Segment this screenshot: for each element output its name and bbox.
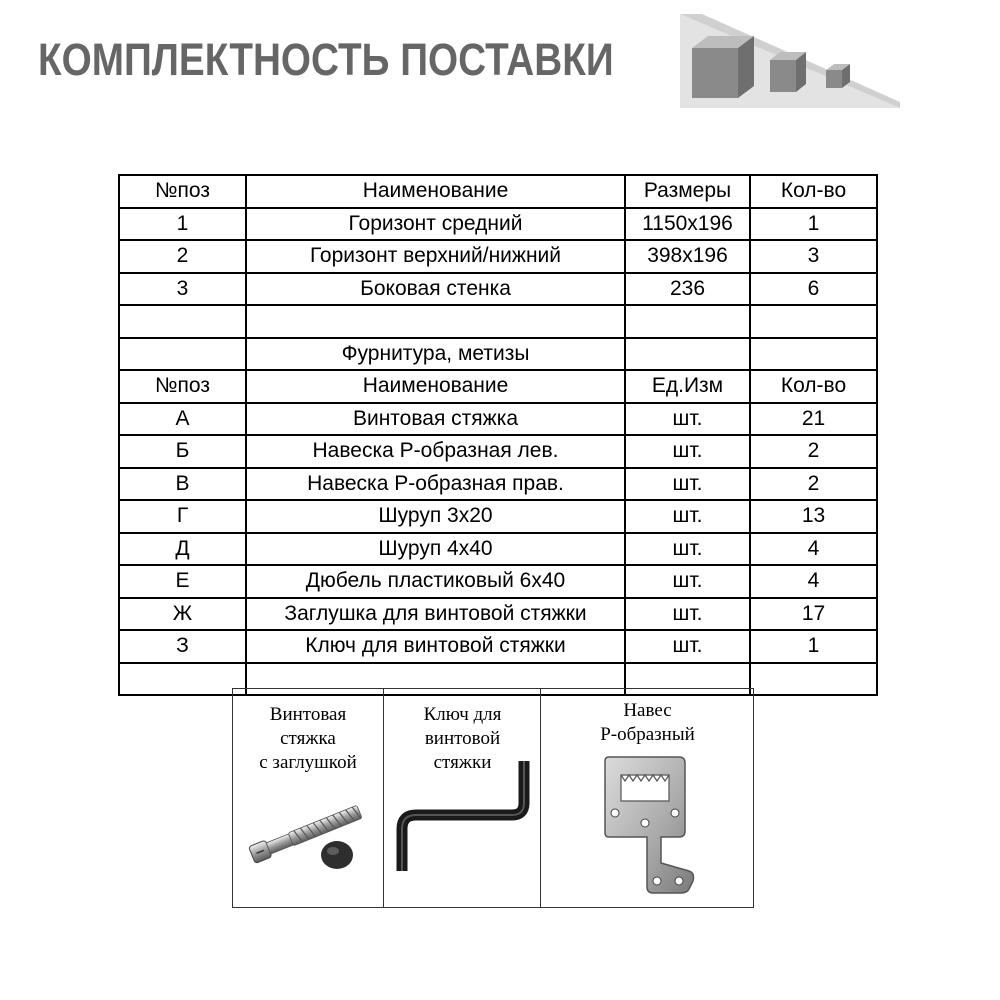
picture-hinge <box>540 689 754 907</box>
caption-line: Навес <box>623 700 672 721</box>
table-header-row <box>119 370 877 403</box>
header-cell: Наименование <box>246 370 625 403</box>
table-row <box>119 468 877 501</box>
table-row <box>119 240 877 273</box>
table-cell: Боковая стенка <box>246 273 625 306</box>
table-cell: З <box>119 630 246 663</box>
table-cell <box>750 663 877 696</box>
table-cell: Е <box>119 565 246 598</box>
table-cell: 1 <box>750 208 877 241</box>
table-cell <box>246 305 625 338</box>
table-cell: Шуруп 3х20 <box>246 500 625 533</box>
table-cell: 13 <box>750 500 877 533</box>
table-cell: шт. <box>625 403 750 436</box>
caption-line: Винтовая <box>269 704 347 725</box>
table-cell: 1 <box>119 208 246 241</box>
caption-line: Р-образный <box>600 724 695 745</box>
table-row <box>119 533 877 566</box>
table-cell: 3 <box>119 273 246 306</box>
table-cell: 398x196 <box>625 240 750 273</box>
table-cell: 4 <box>750 533 877 566</box>
table-cell: Б <box>119 435 246 468</box>
caption-line: стяжки <box>433 752 492 773</box>
table-row <box>119 630 877 663</box>
table-cell <box>119 663 246 696</box>
cubes-logo-icon <box>680 14 900 108</box>
table-cell: 2 <box>750 435 877 468</box>
table-cell: Навеска Р-образная прав. <box>246 468 625 501</box>
table-cell: В <box>119 468 246 501</box>
caption-line: Ключ для <box>423 704 502 725</box>
table-cell: Винтовая стяжка <box>246 403 625 436</box>
header-cell: №поз <box>119 175 246 208</box>
page-title: КОМПЛЕКТНОСТЬ ПОСТАВКИ <box>38 34 614 85</box>
table-cell <box>119 338 246 371</box>
p-hinge-plate-icon <box>599 753 699 899</box>
table-cell: шт. <box>625 435 750 468</box>
table-cell: шт. <box>625 630 750 663</box>
table-cell: Ключ для винтовой стяжки <box>246 630 625 663</box>
table-cell: Г <box>119 500 246 533</box>
table-cell: 2 <box>119 240 246 273</box>
table-row <box>119 208 877 241</box>
table-cell: Навеска Р-образная лев. <box>246 435 625 468</box>
delivery-contents-table <box>118 174 878 696</box>
table-cell: Горизонт верхний/нижний <box>246 240 625 273</box>
header-cell: Кол-во <box>750 175 877 208</box>
table-cell: Горизонт средний <box>246 208 625 241</box>
header-cell: №поз <box>119 370 246 403</box>
header-cell: Кол-во <box>750 370 877 403</box>
table-cell: 6 <box>750 273 877 306</box>
picture-key <box>383 689 541 907</box>
header-cell: Наименование <box>246 175 625 208</box>
hardware-pictures <box>232 688 754 908</box>
section-title: Фурнитура, метизы <box>246 338 625 371</box>
table-cell: 1 <box>750 630 877 663</box>
header-cell: Ед.Изм <box>625 370 750 403</box>
table-cell <box>119 305 246 338</box>
table-cell: Шуруп 4х40 <box>246 533 625 566</box>
table-cell <box>750 305 877 338</box>
table-cell: 21 <box>750 403 877 436</box>
table-cell: шт. <box>625 468 750 501</box>
table-row <box>119 565 877 598</box>
table-cell: Ж <box>119 598 246 631</box>
caption-line: винтовой <box>424 728 501 749</box>
table-row <box>119 273 877 306</box>
table-cell: 4 <box>750 565 877 598</box>
table-cell: 17 <box>750 598 877 631</box>
hex-key-icon <box>388 753 538 883</box>
section-title-row <box>119 338 877 371</box>
screw-with-cap-icon <box>239 783 379 879</box>
picture-caption <box>233 703 383 775</box>
table-cell <box>625 338 750 371</box>
table-cell: Д <box>119 533 246 566</box>
table-cell <box>625 305 750 338</box>
table-cell: шт. <box>625 598 750 631</box>
header-cell: Размеры <box>625 175 750 208</box>
table-cell: А <box>119 403 246 436</box>
table-cell: шт. <box>625 533 750 566</box>
table-cell <box>750 338 877 371</box>
table-cell: Заглушка для винтовой стяжки <box>246 598 625 631</box>
table-row <box>119 500 877 533</box>
picture-caption <box>541 699 754 747</box>
picture-screw <box>233 689 383 907</box>
table-row <box>119 598 877 631</box>
table-cell: 3 <box>750 240 877 273</box>
table-cell: шт. <box>625 565 750 598</box>
table-header-row <box>119 175 877 208</box>
caption-line: с заглушкой <box>259 752 357 773</box>
empty-row <box>119 305 877 338</box>
table-cell: Дюбель пластиковый 6х40 <box>246 565 625 598</box>
table-row <box>119 403 877 436</box>
table-cell: 2 <box>750 468 877 501</box>
table-cell: 1150x196 <box>625 208 750 241</box>
table-cell: 236 <box>625 273 750 306</box>
table-row <box>119 435 877 468</box>
table-cell: шт. <box>625 500 750 533</box>
caption-line: стяжка <box>280 728 336 749</box>
